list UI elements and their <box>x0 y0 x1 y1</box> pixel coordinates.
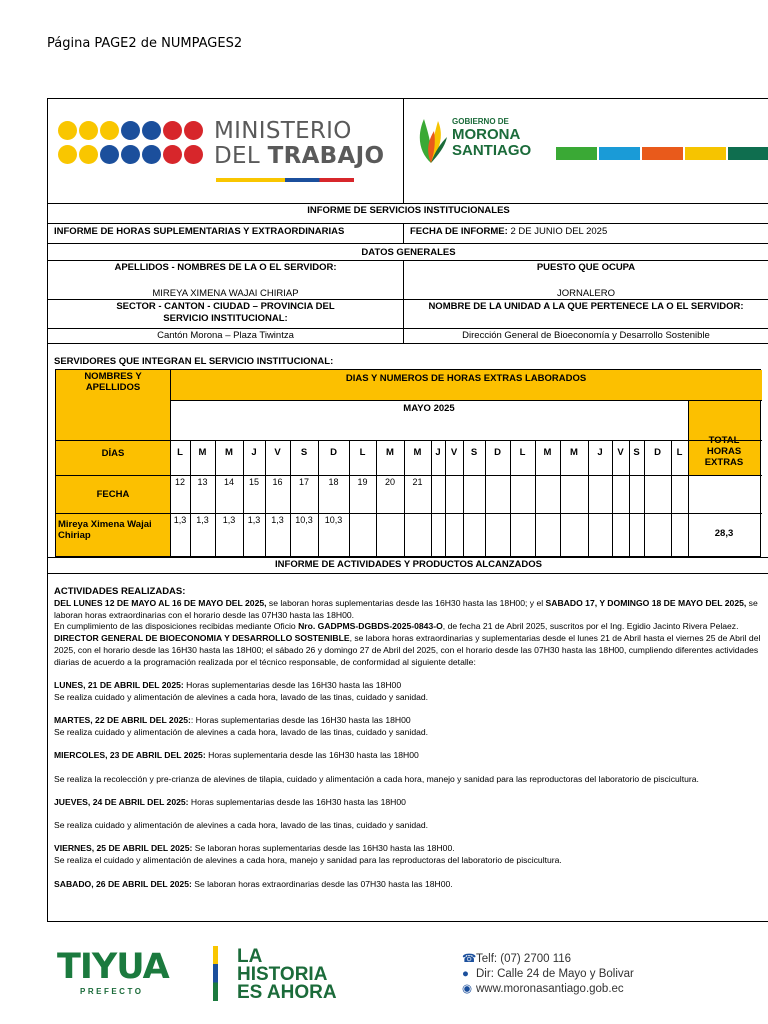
days-header: DIAS Y NUMEROS DE HORAS EXTRAS LABORADOS <box>345 373 587 384</box>
footer-color-bar <box>213 946 218 1001</box>
puesto-label: PUESTO QUE OCUPA <box>536 262 636 273</box>
date-cell: 12 <box>174 477 185 487</box>
hours-cell: 1,3 <box>247 515 261 525</box>
report-title: INFORME DE SERVICIOS INSTITUCIONALES <box>307 205 510 216</box>
activities-paragraph-1: DEL LUNES 12 DE MAYO AL 16 DE MAYO DEL 2025, se laboran horas suplementarias desde las 16H30 hasta las 18H00; y el SABADO 17, Y DOMINGO 18 DE MAYO DEL 2025, se laboran horas extraordinarias con el horario desde las 07H30 hasta las 18H00. <box>54 597 758 620</box>
leaf-icon <box>414 113 448 165</box>
activities-paragraph-2: En cumplimiento de las disposiciones recibidas mediante Oficio Nro. GADPMS-DGBDS-2025-0843-O, de fecha 21 de Abril 2025, suscritos por el Ing. Egidio Jacinto Rivera Pelaez. DIRECTOR GENERAL DE BIOECONOMIA Y DESARROLLO SOSTENIBLE, se labora horas extraordinarias y suplementarias desde el lunes 21 de Abril hasta el viernes 25 de Abril del 2025, con el horario desde las 16H30 hasta las 18H00; el sábado 26 y domingo 27 de Abril del 2025, con el horario desde las 07H30 hasta las 18H00, cumpliendo diferentes actividades diarias de acuerdo a la programación realizada por el técnico responsable, de conformidad al siguiente detalle: <box>54 621 761 667</box>
prefecto-label: PREFECTO <box>80 987 144 996</box>
date-cell: 17 <box>298 477 309 487</box>
hours-cell: 1,3 <box>196 515 209 525</box>
day-cell: V <box>450 447 458 458</box>
color-stripes <box>556 147 768 160</box>
day-cell: L <box>519 447 526 458</box>
day-cell: M <box>413 447 422 458</box>
day-cell: V <box>617 447 624 458</box>
page-header: Página PAGE2 de NUMPAGES2 <box>47 36 243 51</box>
activity-day-1: LUNES, 21 DE ABRIL DEL 2025: Horas suplementarias desde las 16H30 hasta las 18H00 <box>54 680 402 691</box>
location-icon: ● <box>462 968 469 980</box>
logo-divider <box>403 99 404 203</box>
day-cell: M <box>225 447 233 458</box>
ministerio-logo-dots <box>58 119 208 169</box>
day-cell: D <box>654 447 661 458</box>
day-cell: S <box>633 447 640 458</box>
date-cell: 19 <box>357 477 368 487</box>
employee-name: Mireya Ximena Wajai Chiriap <box>58 519 152 541</box>
servidor-name: MIREYA XIMENA WAJAI CHIRIAP <box>152 288 299 299</box>
gobierno-small-text: GOBIERNO DE <box>452 117 509 126</box>
phone-text: Telf: (07) 2700 116 <box>476 953 572 965</box>
ministerio-logo-text: MINISTERIO DEL TRABAJO <box>214 118 385 169</box>
hours-cell: 1,3 <box>222 515 236 525</box>
unidad-value: Dirección General de Bioeconomía y Desarrollo Sostenible <box>462 330 710 341</box>
day-cell: D <box>494 447 501 458</box>
date-cell: 21 <box>412 477 423 487</box>
names-header: NOMBRES Y APELLIDOS <box>84 371 142 393</box>
date-cell: 14 <box>223 477 234 487</box>
day-cell: M <box>543 447 552 458</box>
date-cell: 16 <box>272 477 283 487</box>
ministerio-logo-bar <box>216 178 354 182</box>
activities-title: ACTIVIDADES REALIZADAS: <box>54 586 186 597</box>
activity-day-1-desc: Se realiza cuidado y alimentación de alevines a cada hora, lavado de las tinas, cuidado y sanidad. <box>54 691 429 702</box>
unidad-label: NOMBRE DE LA UNIDAD A LA QUE PERTENECE LA O EL SERVIDOR: <box>428 301 744 312</box>
day-cell: L <box>177 447 183 458</box>
day-cell: M <box>386 447 394 458</box>
day-cell: M <box>198 447 207 458</box>
web-link[interactable]: www.moronasantiago.gob.ec <box>476 983 624 995</box>
contact-info <box>462 952 634 997</box>
page-footer <box>47 942 767 1004</box>
total-hours-label: TOTAL HORAS EXTRAS <box>704 435 744 468</box>
day-cell: S <box>470 447 478 458</box>
day-cell: J <box>435 447 441 458</box>
activity-day-6: SABADO, 26 DE ABRIL DEL 2025: Se laboran horas extraordinarias desde las 07H30 hasta las 18H00. <box>54 878 453 889</box>
servidores-label: SERVIDORES QUE INTEGRAN EL SERVICIO INSTITUCIONAL: <box>54 356 334 367</box>
phone-icon: ☎ <box>462 953 477 965</box>
sector-value: Cantón Morona – Plaza Tiwintza <box>157 330 294 341</box>
day-cell: S <box>300 447 308 458</box>
day-cell: D <box>330 447 337 458</box>
activity-day-5: VIERNES, 25 DE ABRIL DEL 2025: Se laboran horas suplementarias desde las 16H30 hasta las 18H00. <box>54 843 455 854</box>
activities-header: INFORME DE ACTIVIDADES Y PRODUCTOS ALCANZADOS <box>275 559 542 570</box>
day-cell: L <box>359 447 366 458</box>
activity-day-4: JUEVES, 24 DE ABRIL DEL 2025: Horas suplementarias desde las 16H30 hasta las 18H00 <box>54 796 406 807</box>
slogan: LA HISTORIA ES AHORA <box>237 946 337 1003</box>
puesto-value: JORNALERO <box>556 288 616 299</box>
total-hours-value: 28,3 <box>714 528 734 539</box>
date-cell: 15 <box>248 477 259 487</box>
globe-icon: ◉ <box>462 983 473 995</box>
hours-cell: 10,3 <box>295 515 313 525</box>
hours-cell: 1,3 <box>173 515 187 525</box>
tiyua-logo: TIYUA <box>57 947 169 987</box>
report-subtitle: INFORME DE HORAS SUPLEMENTARIAS Y EXTRAORDINARIAS <box>54 226 345 237</box>
activity-day-3-desc: Se realiza la recolección y pre-crianza de alevines de tilapia, cuidado y alimentación a cada hora, manejo y sanidad para las reproductoras del laboratorio de piscicultura. <box>54 773 699 784</box>
day-cell: M <box>570 447 578 458</box>
date-cell: 20 <box>384 477 395 487</box>
date-cell: 18 <box>328 477 339 487</box>
activity-day-2: MARTES, 22 DE ABRIL DEL 2025:: Horas suplementarias desde las 16H30 hasta las 18H00 <box>54 715 411 726</box>
day-cell: J <box>597 447 603 458</box>
date-cell: 13 <box>197 477 208 487</box>
day-cell: V <box>274 447 281 458</box>
hours-cell: 10,3 <box>324 515 343 525</box>
hours-table <box>55 369 761 557</box>
report-document <box>47 98 768 922</box>
sector-label: SECTOR - CANTON - CIUDAD – PROVINCIA DEL SERVICIO INSTITUCIONAL: <box>116 301 335 324</box>
activity-day-4-desc: Se realiza cuidado y alimentación de alevines a cada hora, lavado de las tinas, cuidado y sanidad. <box>54 820 429 831</box>
activity-day-3: MIERCOLES, 23 DE ABRIL DEL 2025: Horas suplementaria desde las 16H30 hasta las 18H00 <box>54 750 419 761</box>
day-cell: J <box>251 447 257 458</box>
address-text: Dir: Calle 24 de Mayo y Bolivar <box>476 968 634 980</box>
dias-label: DÍAS <box>101 448 125 459</box>
fecha-label: FECHA <box>96 489 130 500</box>
gobierno-logo-text: MORONA SANTIAGO <box>452 126 532 159</box>
datos-generales: DATOS GENERALES <box>361 247 456 258</box>
activity-day-2-desc: Se realiza cuidado y alimentación de alevines a cada hora, lavado de las tinas, cuidado y sanidad. <box>54 726 429 737</box>
day-cell: L <box>676 447 683 458</box>
activity-day-5-desc: Se realiza el cuidado y alimentación de alevines a cada hora, manejo y sanidad para las reproductoras del laboratorio de piscicultura. <box>54 855 562 866</box>
month-label: MAYO 2025 <box>403 403 455 414</box>
hours-cell: 1,3 <box>271 515 284 525</box>
apellidos-label: APELLIDOS - NOMBRES DE LA O EL SERVIDOR: <box>114 262 337 273</box>
activities-section <box>54 586 766 890</box>
fecha-informe: FECHA DE INFORME: 2 DE JUNIO DEL 2025 <box>410 226 608 237</box>
